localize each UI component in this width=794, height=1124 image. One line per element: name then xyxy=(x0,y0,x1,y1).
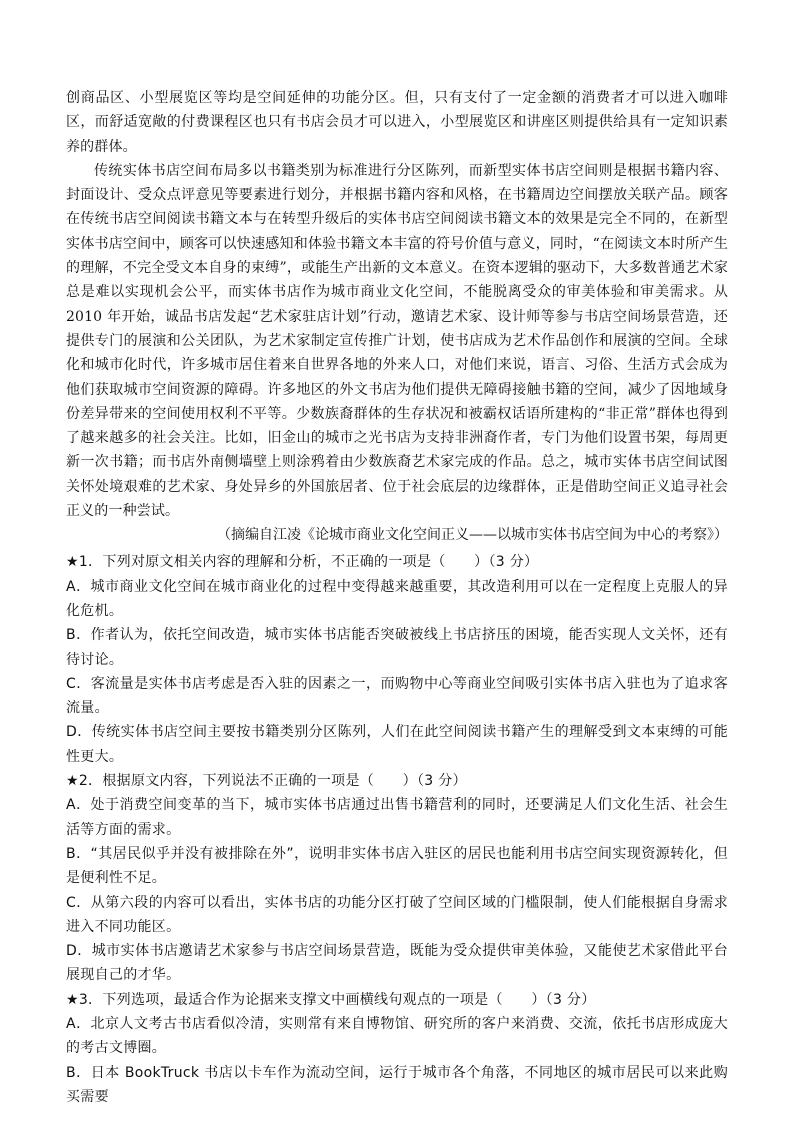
question-option-a: A．处于消费空间变革的当下，城市实体书店通过出售书籍营利的同时，还要满足人们文化生活、社会生活等方面的需求。 xyxy=(66,797,728,838)
question-option-c: C．从第六段的内容可以看出，实体书店的功能分区打破了空间区域的门槛限制，使人们能根据自身需求进入不同功能区。 xyxy=(66,894,728,935)
question-stem: ★1．下列对原文相关内容的理解和分析，不正确的一项是（ ）（3 分） xyxy=(66,554,539,571)
question-stem: ★2．根据原文内容，下列说法不正确的一项是（ ）（3 分） xyxy=(66,773,467,790)
passage-paragraph-2: 传统实体书店空间布局多以书籍类别为标准进行分区陈列，而新型实体书店空间则是根据书籍内容、封面设计、受众点评意见等要素进行划分，并根据书籍内容和风格，在书籍周边空间摆放关联产品。顾客在传统书店空间阅读书籍文本与在转型升级后的实体书店空间阅读书籍文本的效果是完全不同的，在新型实体书店空间中，顾客可以快速感知和体验书籍文本丰富的符号价值与意义，同时，“在阅读文本时所产生的理解，不完全受文本自身的束缚”，或能生产出新的文本意义。在资本逻辑的驱动下，大多数普通艺术家总是难以实现机会公平，而实体书店作为城市商业文化空间，不能脱离受众的审美体验和审美需求。从 2010 年开始，诚品书店发起“艺术家驻店计划”行动，邀请艺术家、设计师等参与书店空间场景营造，还提供专门的展演和公关团队，为艺术家制定宣传推广计划，使书店成为艺术作品创作和展演的空间。全球化和城市化时代，许多城市居住着来自世界各地的外来人口，对他们来说，语言、习俗、生活方式会成为他们获取城市空间资源的障碍。许多地区的外文书店为他们提供无障碍接触书籍的空间，减少了因地域身份差异带来的空间使用权利不平等。少数族裔群体的生存状况和被霸权话语所建构的“非正常”群体也得到了越来越多的社会关注。比如，旧金山的城市之光书店为支持非洲裔作者，专门为他们设置书架，每周更新一次书籍；而书店外南侧墙壁上则涂鸦着由少数族裔艺术家完成的作品。总之，城市实体书店空间试图关怀处境艰难的艺术家、身处异乡的外国旅居者、位于社会底层的边缘群体，正是借助空间正义追寻社会正义的一种尝试。 xyxy=(66,162,728,520)
question-option-b: B．“其居民似乎并没有被排除在外”，说明非实体书店入驻区的居民也能利用书店空间实现资源转化，但是便利性不足。 xyxy=(66,845,728,887)
question-option-a: A．城市商业文化空间在城市商业化的过程中变得越来越重要，其改造利用可以在一定程度上克服人的异化危机。 xyxy=(66,578,728,619)
question-2 xyxy=(66,769,728,988)
question-option-b: B．作者认为，依托空间改造，城市实体书店能否突破被线上书店挤压的困境，能否实现人文关怀，还有待讨论。 xyxy=(66,627,728,668)
passage-paragraph-1: 创商品区、小型展览区等均是空间延伸的功能分区。但，只有支付了一定金额的消费者才可以进入咖啡区，而舒适宽敞的付费课程区也只有书店会员才可以进入，小型展览区和讲座区则提供给具有一定知识素养的群体。 xyxy=(66,90,728,155)
question-section xyxy=(66,550,728,1109)
question-option-b: B．日本 BookTruck 书店以卡车作为流动空间，运行于城市各个角落，不同地区的城市居民可以来此购买需要 xyxy=(66,1064,728,1105)
question-option-d: D．城市实体书店邀请艺术家参与书店空间场景营造，既能为受众提供审美体验，又能使艺术家借此平台展现自己的才华。 xyxy=(66,943,728,984)
question-option-d: D．传统实体书店空间主要按书籍类别分区陈列，人们在此空间阅读书籍产生的理解受到文本束缚的可能性更大。 xyxy=(66,724,728,765)
question-1 xyxy=(66,550,728,769)
question-option-c: C．客流量是实体书店考虑是否入驻的因素之一，而购物中心等商业空间吸引实体书店入驻也为了追求客流量。 xyxy=(66,675,728,717)
passage-source: （摘编自江凌《论城市商业文化空间正义——以城市实体书店空间为中心的考察》） xyxy=(217,527,728,544)
question-stem: ★3．下列选项，最适合作为论据来支撑文中画横线句观点的一项是（ ）（3 分） xyxy=(66,991,596,1008)
question-3 xyxy=(66,988,728,1109)
reading-passage xyxy=(66,86,728,523)
question-option-a: A．北京人文考古书店看似冷清，实则常有来自博物馆、研究所的客户来消费、交流，依托书店形成庞大的考古文博圈。 xyxy=(66,1015,728,1057)
